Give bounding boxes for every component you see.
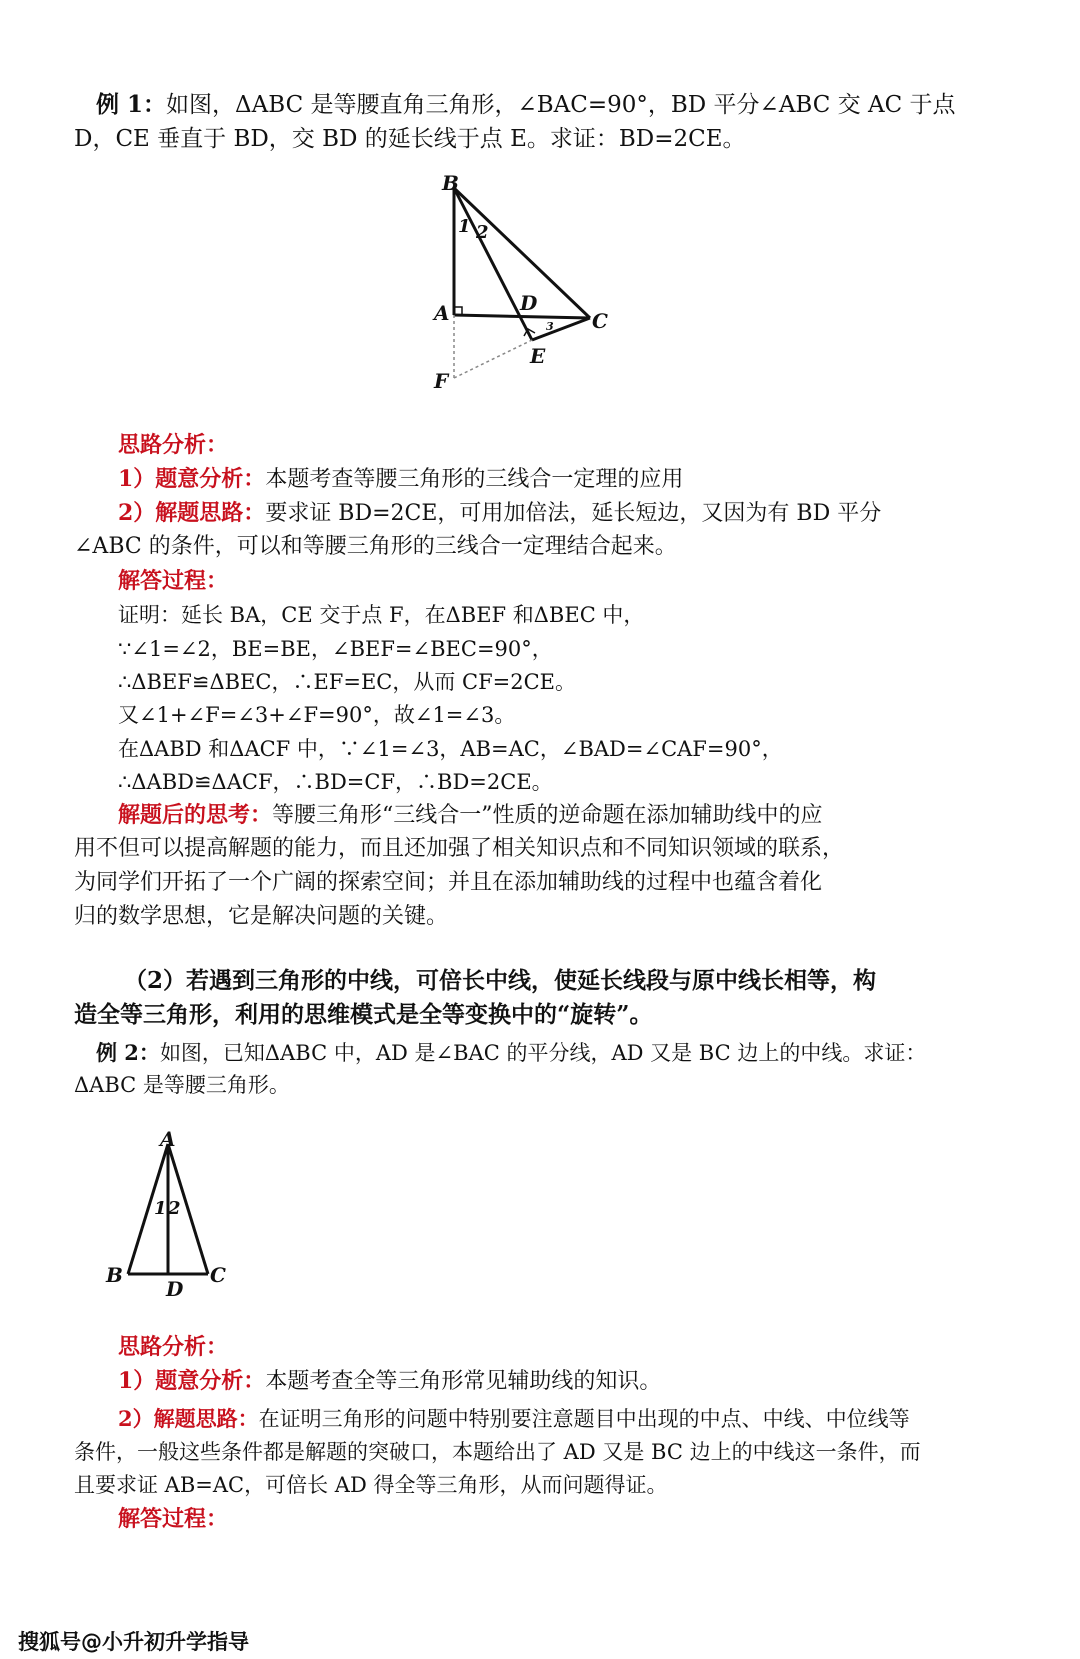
edge-fe-dashed	[454, 340, 532, 378]
reflection-label: 解题后的思考：	[118, 802, 273, 828]
label-e: E	[530, 344, 546, 368]
section2-line2: 造全等三角形，利用的思维模式是全等变换中的“旋转”。	[74, 1001, 653, 1028]
label-b: B	[442, 171, 459, 195]
proof-line: 证明：延长 BA，CE 交于点 F，在ΔBEF 和ΔBEC 中，	[118, 603, 645, 627]
proof-line: ∴ΔABD≌ΔACF，∴BD=CF，∴BD=2CE。	[118, 770, 553, 794]
example1-item2-line1	[118, 498, 881, 529]
example2-item1-label: 1）题意分析：	[118, 1368, 266, 1394]
reflection-text1: 等腰三角形“三线合一”性质的逆命题在添加辅助线中的应	[272, 803, 823, 828]
example1-item1-label: 1）题意分析：	[118, 466, 266, 492]
label-a: A	[160, 1130, 176, 1151]
label-a: A	[434, 301, 450, 325]
example1-item1	[118, 464, 683, 495]
proof-line: ∴ΔBEF≌ΔBEC，∴EF=EC，从而 CF=2CE。	[118, 670, 577, 694]
example2-item2-line1	[118, 1404, 910, 1434]
example2-problem-line2: ΔABC 是等腰三角形。	[74, 1073, 290, 1097]
example2-item2-line2: 条件，一般这些条件都是解题的突破口，本题给出了 AD 又是 BC 边上的中线这一条件，而	[74, 1440, 921, 1464]
example2-item2-label: 2）解题思路：	[118, 1406, 259, 1431]
label-f: F	[434, 369, 449, 393]
section2-line1: （2）若遇到三角形的中线，可倍长中线，使延长线段与原中线长相等，构	[124, 967, 877, 994]
example1-item1-text: 本题考查等腰三角形的三线合一定理的应用	[265, 467, 684, 492]
proof-line: ∵∠1=∠2，BE=BE，∠BEF=∠BEC=90°，	[118, 637, 553, 661]
example2-analysis-title: 思路分析：	[118, 1334, 229, 1360]
example1-analysis-title: 思路分析：	[118, 432, 229, 458]
example1-label: 例 1：	[96, 91, 167, 118]
example1-figure	[420, 170, 630, 410]
angle-label-3: 3	[546, 320, 554, 333]
example2-item1-text: 本题考查全等三角形常见辅助线的知识。	[265, 1369, 662, 1394]
edge-ec	[532, 318, 590, 340]
label-d: D	[520, 291, 538, 315]
reflection-line2: 用不但可以提高解题的能力，而且还加强了相关知识点和不同知识领域的联系，	[74, 836, 845, 861]
label-c: C	[592, 309, 608, 333]
example2-problem-line1	[96, 1038, 926, 1068]
proof-line: 又∠1+∠F=∠3+∠F=90°，故∠1=∠3。	[118, 703, 516, 727]
angle-label-1: 1	[154, 1198, 167, 1219]
reflection-line4: 归的数学思想，它是解决问题的关键。	[74, 904, 449, 929]
label-c: C	[210, 1263, 226, 1287]
example2-item1	[118, 1366, 661, 1397]
angle-label-1: 1	[458, 216, 471, 237]
watermark: 搜狐号@小升初升学指导	[18, 1630, 249, 1654]
example2-label: 例 2：	[96, 1040, 160, 1065]
example1-problem-text1: 如图，ΔABC 是等腰直角三角形，∠BAC=90°，BD 平分∠ABC 交 AC 于点	[166, 92, 956, 118]
angle-label-2: 2	[168, 1198, 181, 1219]
angle-label-2: 2	[476, 222, 489, 243]
example1-item2-label: 2）解题思路：	[118, 500, 266, 526]
example2-problem-text1: 如图，已知ΔABC 中，AD 是∠BAC 的平分线，AD 又是 BC 边上的中线。求证：	[159, 1041, 927, 1065]
example1-problem-line1	[96, 90, 956, 120]
label-d: D	[166, 1277, 184, 1301]
example1-problem-line2: D，CE 垂直于 BD，交 BD 的延长线于点 E。求证：BD=2CE。	[74, 126, 746, 152]
label-b: B	[106, 1263, 123, 1287]
example2-solution-title: 解答过程：	[118, 1506, 229, 1532]
proof-line: 在ΔABD 和ΔACF 中，∵∠1=∠3，AB=AC，∠BAD=∠CAF=90°，	[118, 737, 783, 761]
example1-item2-text1: 要求证 BD=2CE，可用加倍法，延长短边，又因为有 BD 平分	[265, 501, 882, 526]
reflection-line3: 为同学们开拓了一个广阔的探索空间；并且在添加辅助线的过程中也蕴含着化	[74, 870, 823, 895]
example2-item2-text1: 在证明三角形的问题中特别要注意题目中出现的中点、中线、中位线等	[258, 1407, 910, 1431]
example1-item2-line2: ∠ABC 的条件，可以和等腰三角形的三线合一定理结合起来。	[74, 534, 677, 559]
reflection-line1	[118, 800, 823, 831]
example2-item2-line3: 且要求证 AB=AC，可倍长 AD 得全等三角形，从而问题得证。	[74, 1473, 668, 1497]
example1-solution-title: 解答过程：	[118, 568, 229, 594]
example2-figure	[100, 1130, 250, 1310]
